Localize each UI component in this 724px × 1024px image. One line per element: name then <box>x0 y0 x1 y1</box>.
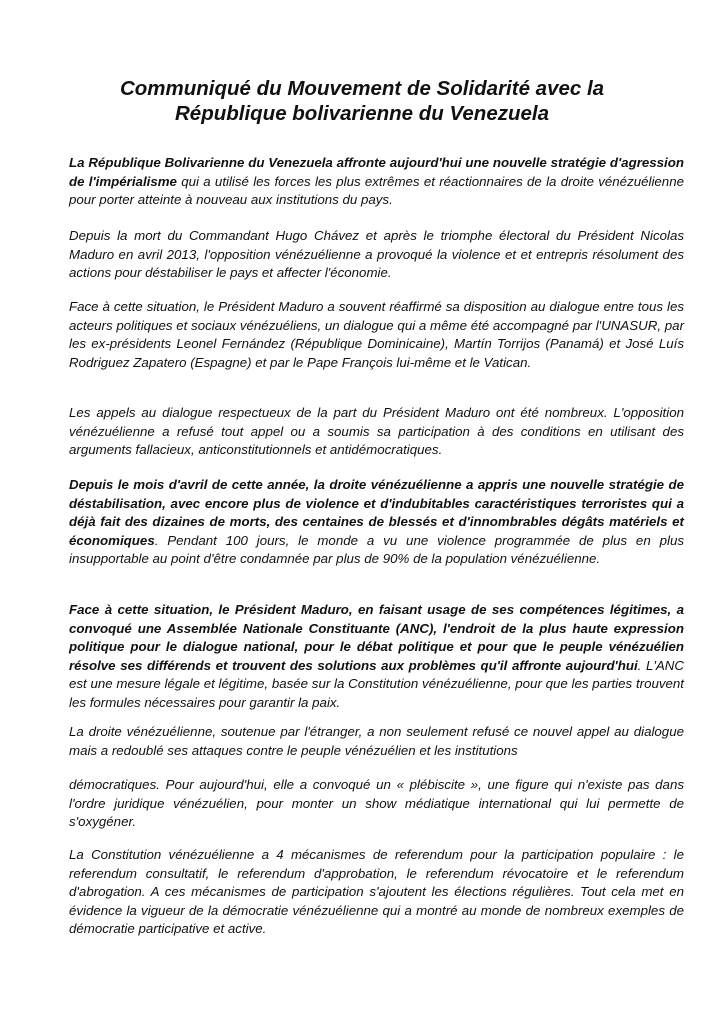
title-line-1: Communiqué du Mouvement de Solidarité avec la <box>119 77 605 100</box>
paragraph-8-text: démocratiques. Pour aujourd'hui, elle a convoqué un « plébiscite », une figure qui n'existe pas dans l'ordre juridique vénézuélien, pour monter un show médiatique international qui lui permette de s'oxygéner. <box>69 777 684 829</box>
paragraph-3 <box>69 298 684 372</box>
paragraph-6-text: . L'ANC est une mesure légale et légitime, basée sur la Constitution vénézuélienne, pour que les parties trouvent les formules nécessaires pour garantir la paix. <box>69 657 684 710</box>
paragraph-9-text: La Constitution vénézuélienne a 4 mécanismes de referendum pour la participation populaire : le referendum consultatif, le referendum d'approbation, le referendum révocatoire et le referendum d'abrogation. A ces mécanismes de participation s'ajoutent les élections régulières. Tout cela met en évidence la vigueur de la démocratie vénézuélienne qui a montré au monde de nombreux exemples de démocratie participative et active. <box>69 847 684 936</box>
title-line-2: République bolivarienne du Venezuela <box>174 102 549 125</box>
paragraph-6 <box>69 601 684 712</box>
paragraph-2-text: Depuis la mort du Commandant Hugo Chávez et après le triomphe électoral du Président Nicolas Maduro en avril 2013, l'opposition vénézuélienne a provoqué la violence et et entrepris résolument des actions pour déstabiliser le pays et affecter l'économie. <box>69 228 684 280</box>
paragraph-4-text: Les appels au dialogue respectueux de la part du Président Maduro ont été nombreux. L'opposition vénézuélienne a refusé tout appel ou a soumis sa participation à des conditions en utilisant des arguments fallacieux, anticonstitutionnels et antidémocratiques. <box>69 405 684 457</box>
paragraph-1-text: qui a utilisé les forces les plus extrêmes et réactionnaires de la droite vénézuélienne pour porter atteinte à nouveau aux institutions du pays. <box>69 173 684 207</box>
paragraph-9 <box>69 846 684 939</box>
paragraph-5-bold: Depuis le mois d'avril de cette année, la droite vénézuélienne a appris une nouvelle stratégie de déstabilisation, avec encore plus de violence et d'indubitables caractéristiques terroristes qui a déjà fait des dizaines de morts, des centaines de blessés et d'innombrables dégâts matériels et économiques <box>69 477 684 548</box>
paragraph-2 <box>69 227 684 283</box>
paragraph-3-text: Face à cette situation, le Président Maduro a souvent réaffirmé sa disposition au dialogue entre tous les acteurs politiques et sociaux vénézuéliens, un dialogue qui a même été accompagné par l'UNASUR, par les ex-présidents Leonel Fernández (République Dominicaine), Martín Torrijos (Panamá) et José Luís Rodriguez Zapatero (Espagne) et par le Pape François lui-même et le Vatican. <box>69 299 684 370</box>
paragraph-7 <box>69 723 684 760</box>
paragraph-8 <box>69 776 684 832</box>
paragraph-1-bold: La République Bolivarienne du Venezuela affronte aujourd'hui une nouvelle stratégie d'agression de l'impérialisme <box>69 155 684 189</box>
paragraph-5 <box>69 476 684 569</box>
paragraph-6-bold: Face à cette situation, le Président Maduro, en faisant usage de ses compétences légitimes, a convoqué une Assemblée Nationale Constituante (ANC), l'endroit de la plus haute expression politique pour le dialogue national, pour le débat politique et pour que le peuple vénézuélien résolve ses différends et trouvent des solutions aux problèmes qu'il affronte aujourd'hui <box>69 602 684 673</box>
document-title <box>40 76 684 126</box>
paragraph-7-text: La droite vénézuélienne, soutenue par l'étranger, a non seulement refusé ce nouvel appel au dialogue mais a redoublé ses attaques contre le peuple vénézuélien et les institutions <box>69 724 684 758</box>
paragraph-4 <box>69 404 684 460</box>
paragraph-5-text: . Pendant 100 jours, le monde a vu une violence programmée de plus en plus insupportable au point d'être condamnée par plus de 90% de la population vénézuélienne. <box>69 532 684 566</box>
paragraph-1 <box>69 154 684 210</box>
